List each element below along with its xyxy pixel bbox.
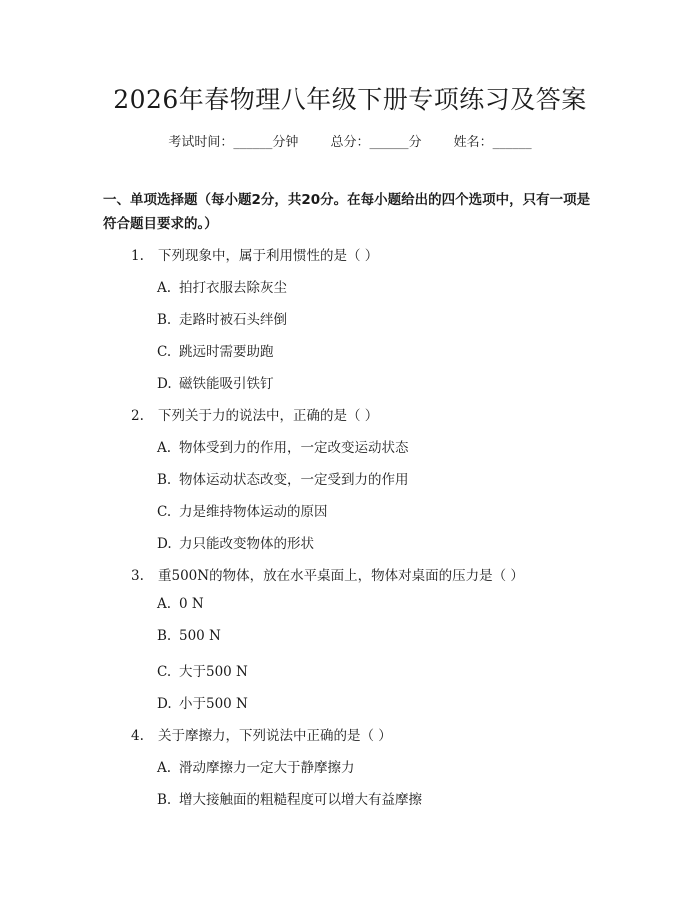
question-2-option-a: A. 物体受到力的作用，一定改变运动状态 xyxy=(157,440,409,456)
question-1: 1. 下列现象中，属于利用惯性的是（ ） xyxy=(131,248,379,264)
question-1-option-a: A. 拍打衣服去除灰尘 xyxy=(157,280,287,296)
question-2-option-d: D. 力只能改变物体的形状 xyxy=(157,536,314,552)
question-3-option-c: C. 大于500 N xyxy=(157,664,248,680)
total-score-blank: ______ xyxy=(369,135,409,150)
question-2-option-c: C. 力是维持物体运动的原因 xyxy=(157,504,328,520)
exam-time-field: 考试时间：______分钟 xyxy=(168,135,299,150)
question-4-option-b: B. 增大接触面的粗糙程度可以增大有益摩擦 xyxy=(157,792,422,808)
question-2-option-b: B. 物体运动状态改变，一定受到力的作用 xyxy=(157,472,409,488)
section-heading: 一、单项选择题（每小题2分，共20分。在每小题给出的四个选项中，只有一项是符合题目要求的。） xyxy=(103,192,591,232)
question-3-option-a: A. 0 N xyxy=(157,596,204,612)
question-3: 3. 重500N的物体，放在水平桌面上，物体对桌面的压力是（ ） xyxy=(131,568,524,584)
question-1-option-b: B. 走路时被石头绊倒 xyxy=(157,312,287,328)
student-name-blank: ______ xyxy=(492,135,532,150)
student-name-field: 姓名：______ xyxy=(453,135,532,150)
exam-time-blank: ______ xyxy=(233,135,273,150)
question-1-option-d: D. 磁铁能吸引铁钉 xyxy=(157,376,274,392)
question-4: 4. 关于摩擦力，下列说法中正确的是（ ） xyxy=(131,728,392,744)
question-2: 2. 下列关于力的说法中，正确的是（ ） xyxy=(131,408,379,424)
exam-info-line xyxy=(0,131,700,150)
total-score-field: 总分：______分 xyxy=(330,135,422,150)
question-3-option-d: D. 小于500 N xyxy=(157,696,248,712)
page-title: 2026年春物理八年级下册专项练习及答案 xyxy=(113,85,587,114)
question-4-option-a: A. 滑动摩擦力一定大于静摩擦力 xyxy=(157,760,355,776)
question-3-option-b: B. 500 N xyxy=(157,628,221,644)
question-1-option-c: C. 跳远时需要助跑 xyxy=(157,344,274,360)
